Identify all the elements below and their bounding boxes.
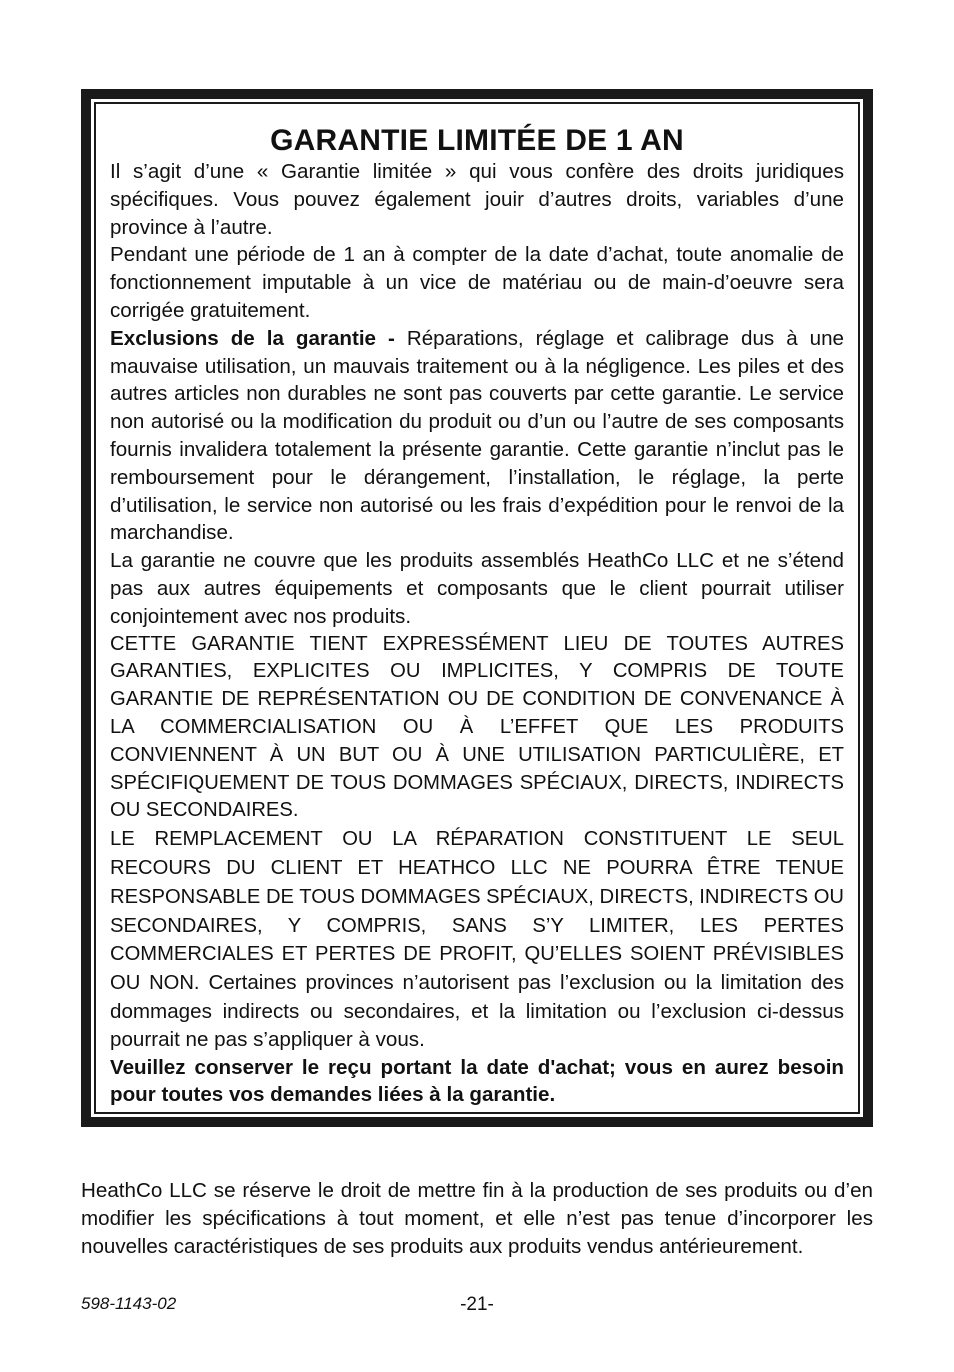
exclusions-heading: Exclusions de la garantie - [110, 326, 395, 350]
warranty-box [81, 89, 873, 1127]
warranty-receipt-note: Veuillez conserver le reçu portant la date d'achat; vous en aurez besoin pour toutes vos demandes liées à la garantie. [110, 1055, 844, 1107]
warranty-title: GARANTIE LIMITÉE DE 1 AN [270, 124, 684, 157]
remedy-caps-text: LE REMPLACEMENT OU LA RÉPARATION CONSTITUENT LE SEUL RECOURS DU CLIENT ET HEATHCO LLC NE POURRA ÊTRE TENUE RESPONSABLE DE TOUS DOMMAGES SPÉCIAUX, DIRECTS, INDIRECTS OU SECONDAIRES, Y COMPRIS, SANS S’Y LIMITER, LES PERTES COMMERCIALES ET PERTES DE PROFIT, QU’ELLES SOIENT PRÉVISIBLES OU NON. [110, 828, 844, 995]
warranty-exclusions [110, 325, 844, 547]
warranty-coverage: La garantie ne couvre que les produits assemblés HeathCo LLC et ne s’étend pas aux autres équipements et composants que le client pourrait utiliser conjointement avec nos produits. [110, 549, 844, 628]
footer-notice: HeathCo LLC se réserve le droit de mettre fin à la production de ses produits ou d’en modifier les spécifications à tout moment, et elle n’est pas tenue d’incorporer les nouvelles caractéristiques de ses produits aux produits vendus antérieurement. [81, 1179, 873, 1258]
remedy-text: Certaines provinces n’autorisent pas l’exclusion ou la limitation des dommages indirects ou secondaires, et la limitation ou l’exclusion ci-dessus pourrait ne pas s’appliquer à vous. [110, 971, 845, 1051]
warranty-intro: Il s’agit d’une « Garantie limitée » qui vous confère des droits juridiques spécifiques. Vous pouvez également jouir d’autres droits, variables d’une province à l’autre. [110, 160, 844, 239]
warranty-box-inner [94, 102, 860, 1114]
exclusions-text: Réparations, réglage et calibrage dus à une mauvaise utilisation, un mauvais traitement ou à la négligence. Les piles et des autres articles non durables ne sont pas couverts par cette garantie. Le service non autorisé ou la modification du produit ou d’un ou l’autre de ses composants fournis invalidera totalement la présente garantie. Cette garantie n’inclut pas le remboursement pour le dérangement, l’installation, le réglage, la perte d’utilisation, le service non autorisé ou les frais d’expédition pour le renvoi de la marchandise. [110, 326, 844, 545]
warranty-remedy [110, 825, 844, 1053]
warranty-period: Pendant une période de 1 an à compter de la date d’achat, toute anomalie de fonctionnement imputable à un vice de matériau ou de main-d’oeuvre sera corrigée gratuitement. [110, 243, 844, 322]
warranty-disclaimer: CETTE GARANTIE TIENT EXPRESSÉMENT LIEU DE TOUTES AUTRES GARANTIES, EXPLICITES OU IMPLICITES, Y COMPRIS DE TOUTE GARANTIE DE REPRÉSENTATION OU DE CONDITION DE CONVENANCE À LA COMMERCIALISATION OU À L’EFFET QUE LES PRODUITS CONVIENNENT À UN BUT OU À UNE UTILISATION PARTICULIÈRE, ET SPÉCIFIQUEMENT DE TOUS DOMMAGES SPÉCIAUX, DIRECTS, INDIRECTS OU SECONDAIRES. [110, 632, 844, 822]
document-number: 598-1143-02 [81, 1294, 177, 1313]
page-number: -21- [460, 1294, 494, 1315]
